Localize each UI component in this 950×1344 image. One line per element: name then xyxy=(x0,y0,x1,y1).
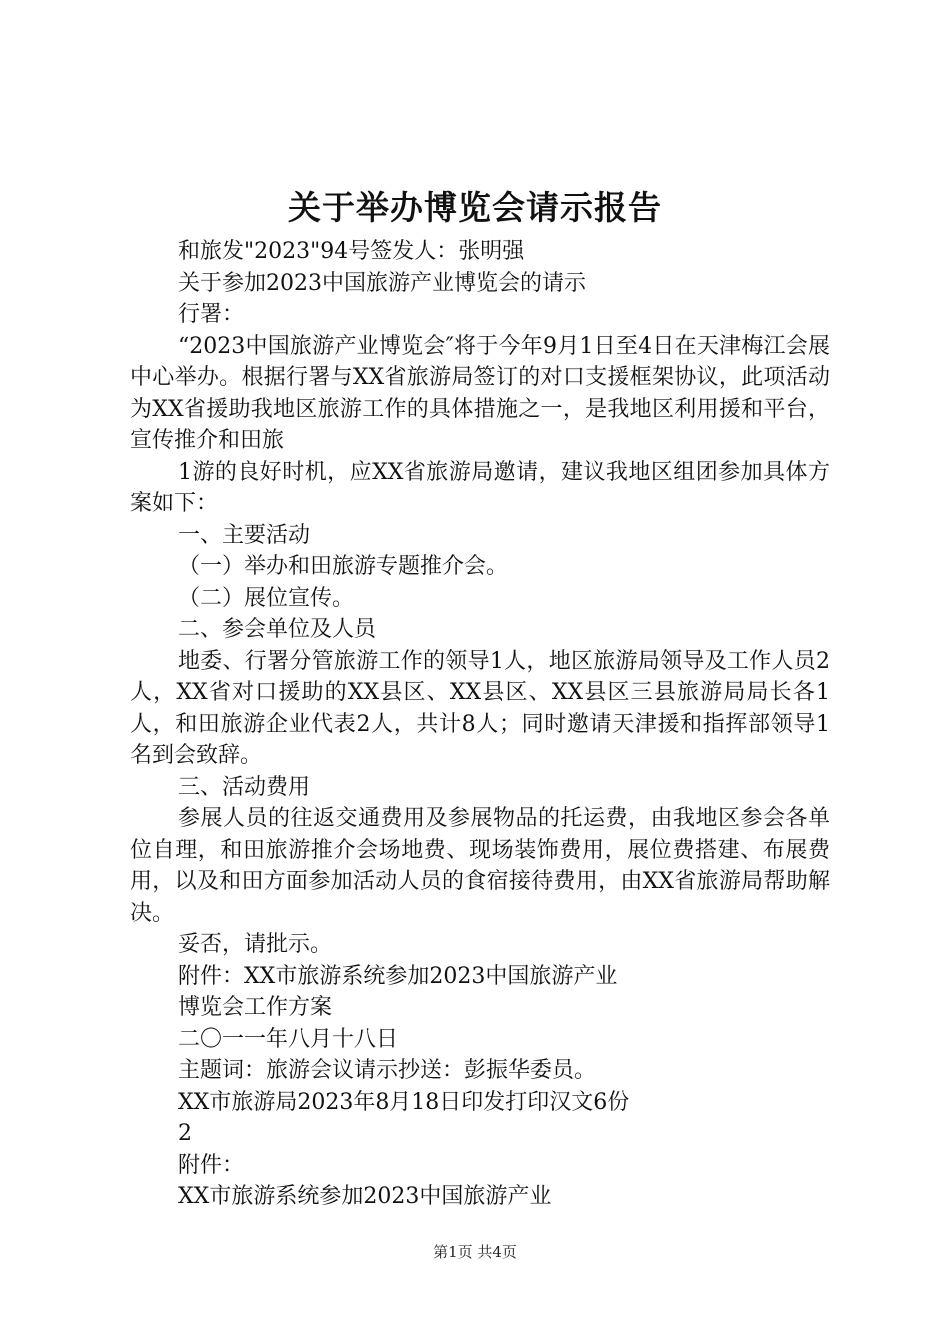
attachment-label: 附件： xyxy=(178,1152,245,1178)
attachment-title: XX市旅游系统参加2023中国旅游产业 xyxy=(178,1184,552,1209)
issue-line: 和旅发"2023"94号签发人：张明强 xyxy=(178,239,525,264)
section-heading-costs: 三、活动费用 xyxy=(178,774,311,800)
paragraph-participants: 地委、行署分管旅游工作的领导1人，地区旅游局领导及工作人员2人，XX省对口援助的XX县区、XX县区、XX县区三县旅游局局长各1人，和田旅游企业代表2人，共计8人；同时邀请天津援和指挥部领导1名到会致辞。 xyxy=(130,648,830,768)
section-heading-participants: 二、参会单位及人员 xyxy=(178,617,377,642)
paragraph-costs: 参展人员的往返交通费用及参展物品的托运费，由我地区参会各单位自理，和田旅游推介会场地费、现场装饰费用，展位费搭建、布展费用，以及和田方面参加活动人员的食宿接待费用，由XX省旅游局帮助解决。 xyxy=(130,806,830,926)
page-footer: 第1页 共4页 xyxy=(433,1243,517,1261)
attachment-line-1: 附件：XX市旅游系统参加2023中国旅游产业 xyxy=(178,963,618,989)
paragraph-proposal: 1游的良好时机，应XX省旅游局邀请，建议我地区组团参加具体方案如下： xyxy=(130,459,830,516)
document-title: 关于举办博览会请示报告 xyxy=(288,188,662,227)
subject-line: 关于参加2023中国旅游产业博览会的请示 xyxy=(178,270,586,296)
date-line: 二〇一一年八月十八日 xyxy=(178,1026,399,1052)
activity-item-1: （一）举办和田旅游专题推介会。 xyxy=(178,554,509,579)
issued-line: XX市旅游局2023年8月18日印发打印汉文6份 xyxy=(178,1089,630,1115)
activity-item-2: （二）展位宣传。 xyxy=(178,585,355,611)
number-line: 2 xyxy=(178,1121,192,1146)
addressee-line: 行署： xyxy=(178,302,245,327)
document-body xyxy=(130,236,830,1213)
section-heading-activities: 一、主要活动 xyxy=(178,522,311,548)
attachment-line-2: 博览会工作方案 xyxy=(178,995,333,1020)
keywords-line: 主题词：旅游会议请示抄送：彭振华委员。 xyxy=(178,1058,597,1083)
paragraph-intro: “2023中国旅游产业博览会″将于今年9月1日至4日在天津梅江会展中心举办。根据行署与XX省旅游局签订的对口支援框架协议，此项活动为XX省援助我地区旅游工作的具体措施之一，是我地区利用援和平台，宣传推介和田旅 xyxy=(130,333,830,453)
closing-line: 妥否，请批示。 xyxy=(178,932,333,957)
